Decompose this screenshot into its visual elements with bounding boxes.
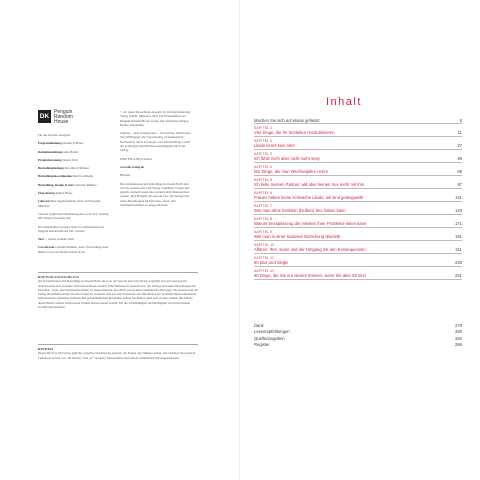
disclaimer-text: Die Informationen und Ratschläge in diesem Buch sind von der Autorin und vom Verlag sorgfältig erwogen und geprüft, dennoch kann eine Garantie nicht übernommen werden. Eine Haftung der Autorin bzw. des Verlags und seiner Beauftragten für Personen-, Sach- und Vermögensschäden ist ausgeschlossen. Das Buch ersetzt keine medizinische Beratung. Die Autorin und der Verlag übernehmen keine Verantwortung für eventuell sich aus dem Gebrauch oder Missbrauch der in diesem Buch enthaltenen Informationen ergebende Schäden. Bei gesundheitlichen Problemen sollten Sie immer einen Arzt zu Rate ziehen. Die Inhalte dieses Buchs wurden nach bestem Wissen und Gewissen erstellt. Für die Vollständigkeit und Richtigkeit wird jedoch keine Gewähr übernommen. (38, 279, 198, 310)
imprint-line: Herstellungsleitung Dorothee Whittaker (38, 166, 90, 171)
chapter-title: Wie man in einer sexlosen Beziehung überlebt (254, 234, 341, 239)
chapter-title: Warum Sexspielzeug die meisten Ihrer Probleme lösen kann (254, 221, 367, 226)
imprint-line: Projektbetreuung Dennis Wolf (38, 157, 78, 162)
chapter-title: Ich liebe meinen Partner, will aber keinen Sex mehr mit ihm (254, 182, 365, 187)
chapter-title: Vier Dinge, die Ihr Sexleben revolutionieren (254, 130, 335, 135)
penguin-random-house-wordmark: Penguin Random House (54, 109, 73, 125)
imprint-line: Der Originaltitel erschien 2020 in Großbritannien bei Penguin Random House UK, London (38, 224, 104, 233)
imprint-line: Jegliche – auch auszugsweise – Verwertung, Wiedergabe, Vervielfältigung oder Speicherung, ob elektronisch, mechanisch, durch Fotokopie oder Aufzeichnung, bedarf der vorherigen schriftlichen Genehmigung durch den Verlag. (120, 131, 192, 153)
chapter-page: 97 (457, 182, 462, 187)
toc-title: Inhalt (326, 96, 362, 108)
imprint-line: © der deutschsprachigen Ausgabe by Dorling Kindersley Verlag GmbH, München, 2021 Ein Unternehmen der Penguin Random House Group Alle deutschsprachigen Rechte vorbehalten (120, 110, 191, 127)
chapter-number: KAPITEL 8 (254, 217, 273, 221)
chapter-number: KAPITEL 6 (254, 191, 273, 195)
toc-endmatter-item[interactable]: Quellenangaben 282 (254, 335, 462, 341)
imprint-line: www.dk-verlag.de (120, 164, 144, 169)
toc-endmatter-item[interactable]: Register 286 (254, 342, 462, 348)
toc-chapter-entry[interactable] (254, 215, 462, 228)
chapter-title: Ich fühle mich aber nicht mehr sexy (254, 156, 320, 161)
toc-chapter-entry[interactable] (254, 228, 462, 241)
toc-chapter-entry[interactable] (254, 241, 462, 254)
toc-chapter-entry[interactable] (254, 150, 462, 163)
chapter-number: KAPITEL 12 (254, 269, 275, 273)
imprint-line: Coverlayout Christine Rühmer, unter Verwendung eines Bildes von Good Studio/Adobe Stock (38, 245, 109, 254)
toc-chapters (254, 124, 462, 280)
chapter-number: KAPITEL 9 (254, 230, 273, 234)
chapter-number: KAPITEL 5 (254, 178, 273, 182)
imprint-line: Text © Jessica Graham 2020 (38, 237, 74, 242)
chapter-number: KAPITEL 4 (254, 165, 273, 169)
imprint-line: Für die deutsche Ausgabe: (38, 133, 71, 137)
chapter-title: Wie man ohne Erektion (heißen) Sex haben kann (254, 208, 346, 213)
toc-chapter-entry[interactable] (254, 137, 462, 150)
chapter-page: 191 (455, 234, 462, 239)
chapter-page: 121 (455, 195, 462, 200)
chapter-number: KAPITEL 2 (254, 139, 273, 143)
chapter-number: KAPITEL 11 (254, 256, 275, 260)
toc-chapter-entry[interactable] (254, 176, 462, 189)
imprint-line: Übersetzung Regina Busse (38, 191, 73, 196)
credits-column (38, 133, 110, 258)
disclaimer-block (38, 272, 198, 309)
toc-intro[interactable]: Machen Sie sich auf etwas gefasst! 6 (254, 114, 462, 124)
rights-column (120, 110, 192, 211)
chapter-number: KAPITEL 3 (254, 152, 273, 156)
toc-chapter-entry[interactable] (254, 124, 462, 137)
chapter-page: 49 (457, 156, 462, 161)
dk-logo-mark: DK (38, 110, 51, 123)
imprint-line: Programmleitung Monika Schlitzer (38, 141, 84, 146)
chapter-title: Die Dinge, die man Wechseljahre nennt (254, 169, 328, 174)
chapter-page: 251 (455, 273, 462, 278)
contents-page (240, 0, 480, 480)
imprint-line: Titel der englischen Originalausgabe: Good Sex: Getting Off without Checking Out (38, 211, 109, 221)
publisher-logo (38, 110, 73, 125)
toc-chapter-entry[interactable] (254, 189, 462, 202)
toc-chapter-entry[interactable] (254, 163, 462, 176)
disclaimer-title: HAFTUNGSAUSSCHLUSS (38, 275, 80, 279)
toc-chapter-entry[interactable] (254, 202, 462, 215)
chapter-title: Frauen haben keine schwache Libido, wir sind gelangweilt! (254, 195, 364, 200)
chapter-number: KAPITEL 10 (254, 243, 275, 247)
note-text: Dieses Buch ist für Frauen jeglicher sexueller Orientierung gedacht, die Frauen oder Männer lieben. Aus Gründen der besseren Lesbarkeit ist hier von „Ihr Partner“ und „er“ die Rede. Partnerinnen sind jedoch ausdrücklich mit eingeschlossen. (38, 351, 196, 360)
chapter-page: 11 (457, 130, 462, 135)
toc-endmatter-item[interactable]: Leseempfehlungen 280 (254, 329, 462, 335)
chapter-title: Affären: Ihre, seine und der Umgang mit den Konsequenzen (254, 247, 366, 252)
toc-endmatter-item[interactable]: Dank 278 (254, 323, 462, 328)
chapter-number: KAPITEL 7 (254, 204, 273, 208)
toc-chapter-entry[interactable] (254, 267, 462, 280)
imprint-line: Redaktionsleitung Anne Heinel (38, 149, 79, 154)
chapter-page: 143 (455, 208, 462, 213)
chapter-page: 171 (455, 221, 462, 226)
chapter-page: 211 (455, 247, 462, 252)
imprint-line: Die Informationen und Ratschläge in diesem Buch sind von der Autorin und vom Verlag sorgfältig erwogen und geprüft, dennoch kann eine Garantie nicht übernommen werden. Eine Haftung der Autorin bzw. des Verlags und seiner Beauftragten für Personen-, Sach- und Vermögensschäden ist ausgeschlossen. (120, 181, 190, 208)
chapter-page: 69 (457, 169, 462, 174)
imprint-line: Herstellung, Design & Satz Christine Rühmer (38, 182, 97, 187)
toc-list (254, 114, 462, 280)
note-block (38, 344, 198, 360)
chapter-page: 229 (455, 260, 462, 265)
chapter-title: 50 Dinge, die Sie nur wissen können, wenn Sie über 50 sind (254, 273, 366, 278)
imprint-line: Herstellungskoordination Katrin Lehmann (38, 174, 94, 179)
note-title: HINWEIS (38, 347, 54, 351)
toc-endmatter (254, 323, 462, 349)
chapter-page: 27 (457, 143, 462, 148)
chapter-title: 50 plus und Single (254, 260, 289, 265)
imprint-line: ISBN 978-3-8310-4164-0 (120, 156, 153, 161)
chapter-title: Libido kennt kein Alter (254, 143, 295, 148)
toc-chapter-entry[interactable] (254, 254, 462, 267)
imprint-line: Hinweis (120, 173, 131, 178)
chapter-number: KAPITEL 1 (254, 126, 273, 130)
imprint-line: Lektorat Elke Sagenschneider Texte und Projekte, München (38, 199, 102, 208)
